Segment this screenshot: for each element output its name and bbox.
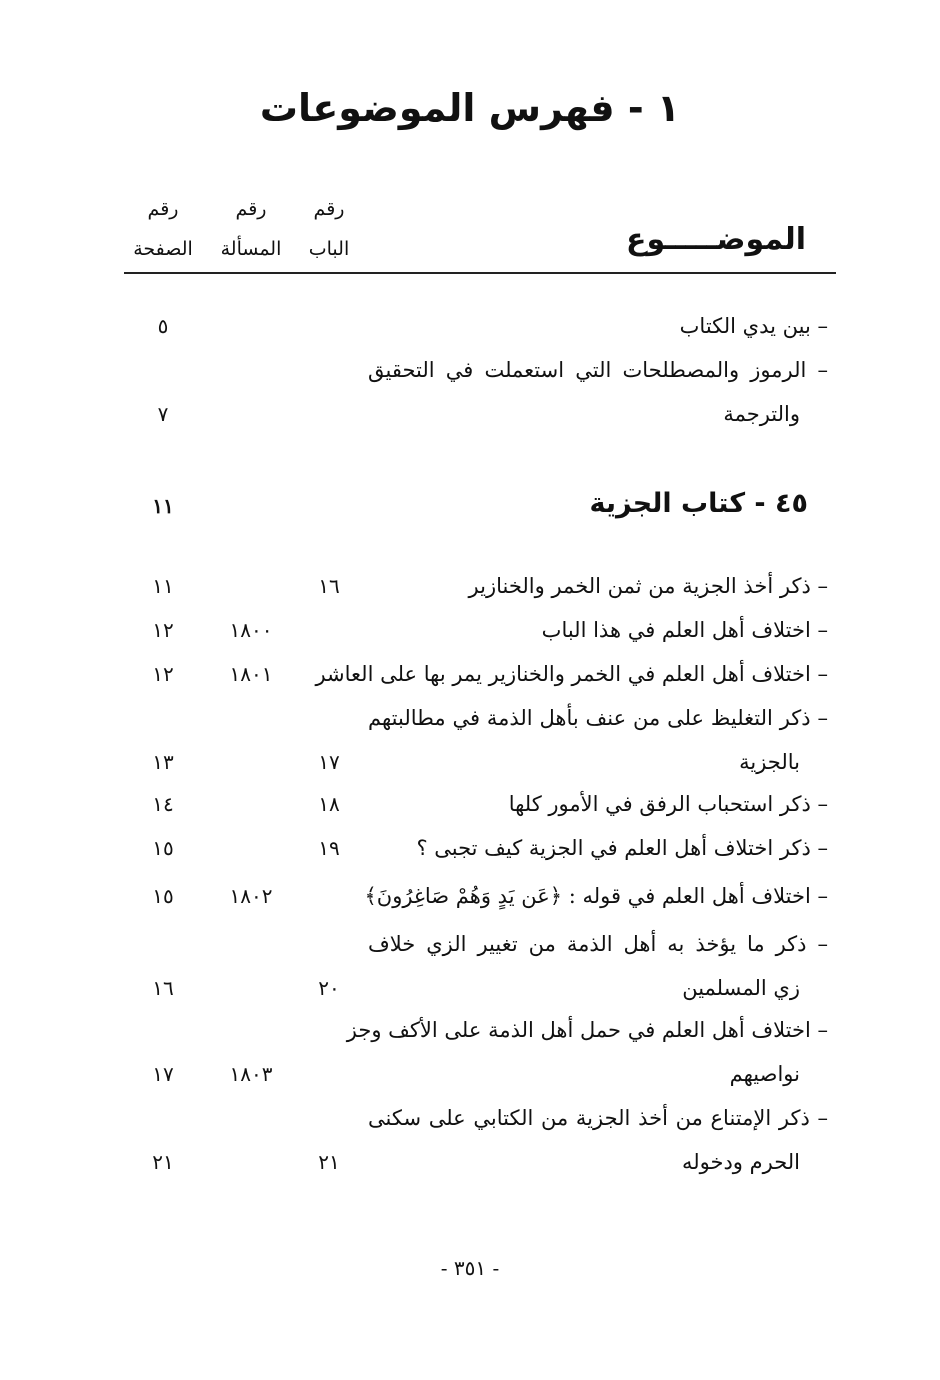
toc-entry-page: ١١ (152, 574, 174, 598)
toc-entry-topic: – ذكر استحباب الرفق في الأمور كلها (508, 792, 828, 816)
toc-entry-chapter: ٢١ (318, 1150, 340, 1174)
page-title: ١ - فهرس الموضوعات (259, 86, 681, 130)
toc-entry-continuation: نواصيهم (729, 1062, 800, 1086)
toc-entry-page: ١٢ (152, 662, 174, 686)
header-divider (124, 272, 836, 274)
toc-entry-issue: ١٨٠٣ (229, 1062, 273, 1086)
toc-entry-topic: – ذكر الإمتناع من أخذ الجزية من الكتابي على سكنى (368, 1106, 828, 1130)
page-number: - ٣٥١ - (440, 1256, 500, 1280)
toc-entry-topic: – اختلاف أهل العلم في هذا الباب (541, 618, 828, 642)
toc-entry-page: ١٢ (152, 618, 174, 642)
toc-entry-chapter: ١٩ (318, 836, 340, 860)
toc-entry-page: ٧ (157, 402, 169, 426)
toc-entry-continuation: بالجزية (739, 750, 800, 774)
toc-entry-topic: – بين يدي الكتاب (679, 314, 828, 338)
section-heading: ٤٥ - كتاب الجزية (589, 488, 808, 519)
toc-entry-issue: ١٨٠٢ (229, 884, 273, 908)
toc-entry-chapter: ١٨ (318, 792, 340, 816)
toc-entry-page: ١٧ (152, 1062, 174, 1086)
toc-entry-page: ١٥ (152, 884, 174, 908)
section-heading-page: ١١ (152, 494, 174, 518)
toc-entry-page: ١٣ (152, 750, 174, 774)
issue-column-header-bottom: المسألة (220, 238, 282, 260)
toc-entry-chapter: ١٦ (318, 574, 340, 598)
toc-entry-chapter: ٢٠ (318, 976, 340, 1000)
issue-column-header-top: رقم (235, 198, 267, 220)
toc-entry-topic: – الرموز والمصطلحات التي استعملت في التحقيق (368, 358, 828, 382)
toc-entry-page: ١٤ (152, 792, 174, 816)
toc-entry-page: ٥ (157, 314, 169, 338)
page-column-header-bottom: الصفحة (133, 238, 193, 260)
chapter-column-header-bottom: الباب (308, 238, 350, 260)
toc-entry-issue: ١٨٠١ (229, 662, 273, 686)
toc-entry-continuation: الحرم ودخوله (681, 1150, 800, 1174)
topic-column-header: الموضـــــوع (625, 222, 806, 257)
toc-entry-issue: ١٨٠٠ (229, 618, 273, 642)
toc-entry-continuation: زي المسلمين (682, 976, 800, 1000)
toc-entry-page: ١٦ (152, 976, 174, 1000)
toc-entry-page: ١٥ (152, 836, 174, 860)
chapter-column-header-top: رقم (313, 198, 345, 220)
toc-entry-page: ٢١ (152, 1150, 174, 1174)
toc-entry-topic: – ذكر ما يؤخذ به أهل الذمة من تغيير الزي خلاف (368, 932, 828, 956)
toc-entry-topic: – اختلاف أهل العلم في الخمر والخنازير يمر بها على العاشر (315, 662, 828, 686)
toc-entry-continuation: والترجمة (723, 402, 800, 426)
toc-entry-chapter: ١٧ (318, 750, 340, 774)
toc-entry-topic: – ذكر أخذ الجزية من ثمن الخمر والخنازير (468, 574, 828, 598)
page-column-header-top: رقم (147, 198, 179, 220)
toc-entry-topic: – ذكر التغليظ على من عنف بأهل الذمة في مطالبتهم (368, 706, 829, 730)
toc-entry-topic: – ذكر اختلاف أهل العلم في الجزية كيف تجبى ؟ (416, 836, 828, 860)
toc-entry-topic: – اختلاف أهل العلم في قوله : ﴿عَن يَدٍ وَهُمْ صَاغِرُونَ﴾ (364, 884, 828, 908)
toc-entry-topic: – اختلاف أهل العلم في حمل أهل الذمة على الأكف وجز (346, 1018, 828, 1042)
